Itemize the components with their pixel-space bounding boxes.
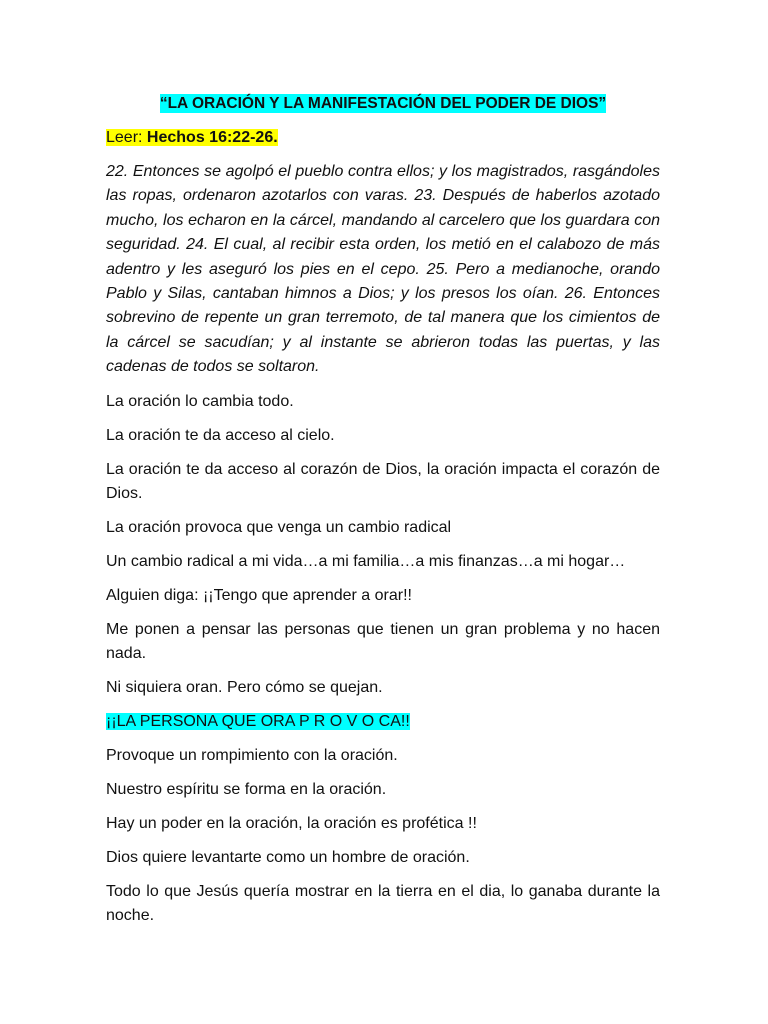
paragraph: Un cambio radical a mi vida…a mi familia…a mis finanzas…a mi hogar… (106, 552, 626, 570)
read-line (106, 126, 660, 150)
paragraph: Alguien diga: ¡¡Tengo que aprender a orar!! (106, 586, 412, 604)
paragraph: La oración te da acceso al cielo. (106, 426, 335, 444)
paragraph: Dios quiere levantarte como un hombre de oración. (106, 848, 470, 866)
verse-passage: 22. Entonces se agolpó el pueblo contra ellos; y los magistrados, rasgándoles las ropas, ordenaron azotarlos con varas. 23. Después de haberlos azotado mucho, los echaron en la cárcel, mandando al carcelero que los guardara con seguridad. 24. El cual, al recibir esta orden, los metió en el calabozo de más adentro y les aseguró los pies en el cepo. 25. Pero a medianoche, orando Pablo y Silas, cantaban himnos a Dios; y los presos los oían. 26. Entonces sobrevino de repente un gran terremoto, de tal manera que los cimientos de la cárcel se sacudían; y al instante se abrieron todas las puertas, y las cadenas de todos se soltaron. (106, 163, 660, 376)
paragraph: La oración te da acceso al corazón de Dios, la oración impacta el corazón de Dios. (106, 460, 660, 502)
paragraph: Hay un poder en la oración, la oración es profética !! (106, 814, 477, 832)
paragraph: Ni siquiera oran. Pero cómo se quejan. (106, 678, 383, 696)
highlight-line-wrap (106, 710, 660, 734)
paragraph: La oración provoca que venga un cambio radical (106, 518, 452, 536)
paragraph: Nuestro espíritu se forma en la oración. (106, 780, 387, 798)
paragraph: Todo lo que Jesús quería mostrar en la tierra en el dia, lo ganaba durante la noche. (106, 882, 660, 924)
paragraph: Provoque un rompimiento con la oración. (106, 746, 398, 764)
document-page (106, 92, 660, 938)
paragraph: Me ponen a pensar las personas que tienen un gran problema y no hacen nada. (106, 620, 660, 662)
read-label: Leer: (106, 129, 147, 146)
document-title: “LA ORACIÓN Y LA MANIFESTACIÓN DEL PODER DE DIOS” (159, 95, 607, 112)
read-reference: Hechos 16:22-26. (146, 129, 278, 146)
paragraph: La oración lo cambia todo. (106, 392, 294, 410)
title-line (106, 92, 660, 116)
highlighted-line: ¡¡LA PERSONA QUE ORA P R O V O CA!! (106, 712, 410, 730)
read-highlight (106, 129, 278, 146)
